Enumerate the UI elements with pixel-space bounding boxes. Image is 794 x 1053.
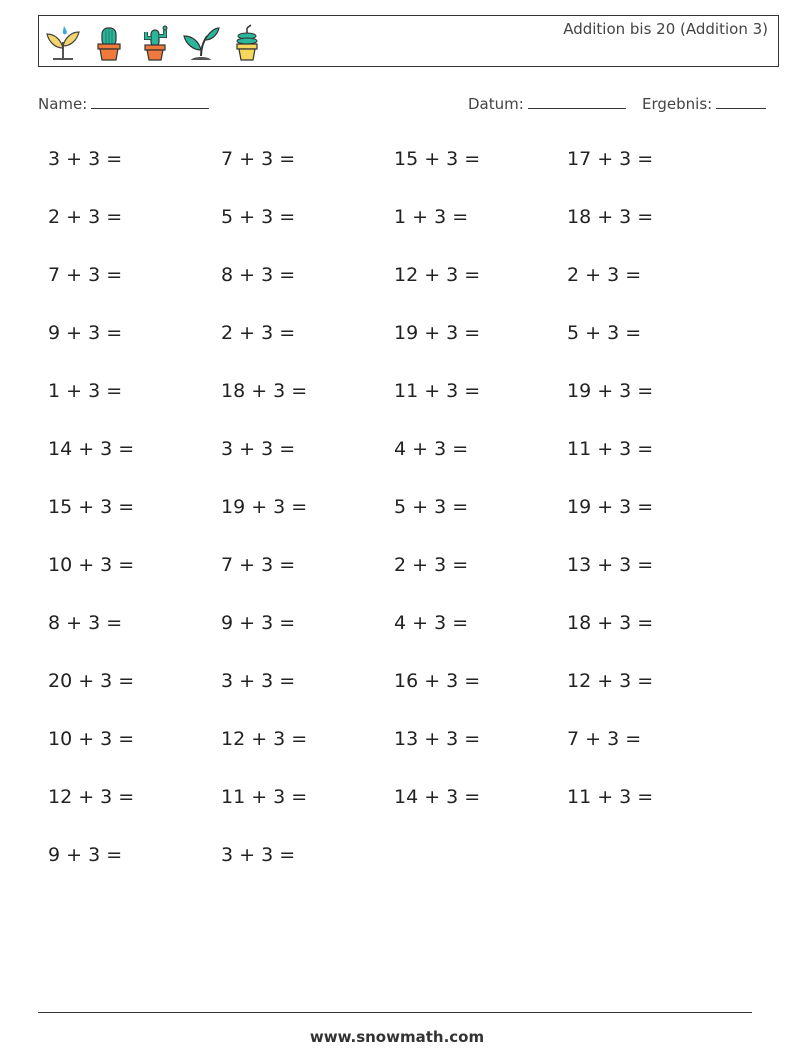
problem-item: 4 + 3 = xyxy=(394,438,469,460)
problem-item: 1 + 3 = xyxy=(394,206,469,228)
problem-item: 14 + 3 = xyxy=(394,786,481,808)
problem-item: 19 + 3 = xyxy=(567,380,654,402)
problem-item: 3 + 3 = xyxy=(221,670,296,692)
problem-item: 8 + 3 = xyxy=(48,612,123,634)
problem-item: 13 + 3 = xyxy=(394,728,481,750)
problem-item: 5 + 3 = xyxy=(221,206,296,228)
problem-item: 20 + 3 = xyxy=(48,670,135,692)
problem-item: 12 + 3 = xyxy=(567,670,654,692)
problem-item: 3 + 3 = xyxy=(221,844,296,866)
problem-item: 12 + 3 = xyxy=(48,786,135,808)
problem-item: 11 + 3 = xyxy=(567,786,654,808)
problem-item: 9 + 3 = xyxy=(48,844,123,866)
problem-item: 3 + 3 = xyxy=(221,438,296,460)
problem-item: 3 + 3 = xyxy=(48,148,123,170)
date-label: Datum: xyxy=(468,95,524,113)
problem-item: 12 + 3 = xyxy=(394,264,481,286)
footer-divider xyxy=(38,1012,752,1013)
problem-item: 18 + 3 = xyxy=(567,206,654,228)
problem-item: 14 + 3 = xyxy=(48,438,135,460)
result-label: Ergebnis: xyxy=(642,95,713,113)
problem-item: 8 + 3 = xyxy=(221,264,296,286)
problem-item: 13 + 3 = xyxy=(567,554,654,576)
problem-item: 19 + 3 = xyxy=(221,496,308,518)
footer-url: www.snowmath.com xyxy=(309,1028,485,1046)
problem-item: 2 + 3 = xyxy=(567,264,642,286)
problem-item: 19 + 3 = xyxy=(567,496,654,518)
problem-item: 15 + 3 = xyxy=(48,496,135,518)
problem-item: 18 + 3 = xyxy=(221,380,308,402)
problem-item: 18 + 3 = xyxy=(567,612,654,634)
worksheet-title: Addition bis 20 (Addition 3) xyxy=(563,20,768,38)
problem-item: 4 + 3 = xyxy=(394,612,469,634)
problem-item: 5 + 3 = xyxy=(394,496,469,518)
problem-item: 11 + 3 = xyxy=(394,380,481,402)
problem-item: 2 + 3 = xyxy=(394,554,469,576)
problem-item: 11 + 3 = xyxy=(221,786,308,808)
problem-item: 7 + 3 = xyxy=(221,148,296,170)
problem-item: 15 + 3 = xyxy=(394,148,481,170)
problem-item: 19 + 3 = xyxy=(394,322,481,344)
problem-item: 9 + 3 = xyxy=(48,322,123,344)
problem-item: 2 + 3 = xyxy=(221,322,296,344)
problem-item: 7 + 3 = xyxy=(48,264,123,286)
problem-item: 12 + 3 = xyxy=(221,728,308,750)
problem-item: 7 + 3 = xyxy=(221,554,296,576)
name-label: Name: xyxy=(38,95,88,113)
problem-item: 9 + 3 = xyxy=(221,612,296,634)
problem-item: 16 + 3 = xyxy=(394,670,481,692)
problem-item: 1 + 3 = xyxy=(48,380,123,402)
problem-item: 10 + 3 = xyxy=(48,554,135,576)
problem-item: 7 + 3 = xyxy=(567,728,642,750)
problem-item: 17 + 3 = xyxy=(567,148,654,170)
problem-item: 10 + 3 = xyxy=(48,728,135,750)
problem-item: 5 + 3 = xyxy=(567,322,642,344)
problem-item: 11 + 3 = xyxy=(567,438,654,460)
problem-item: 2 + 3 = xyxy=(48,206,123,228)
